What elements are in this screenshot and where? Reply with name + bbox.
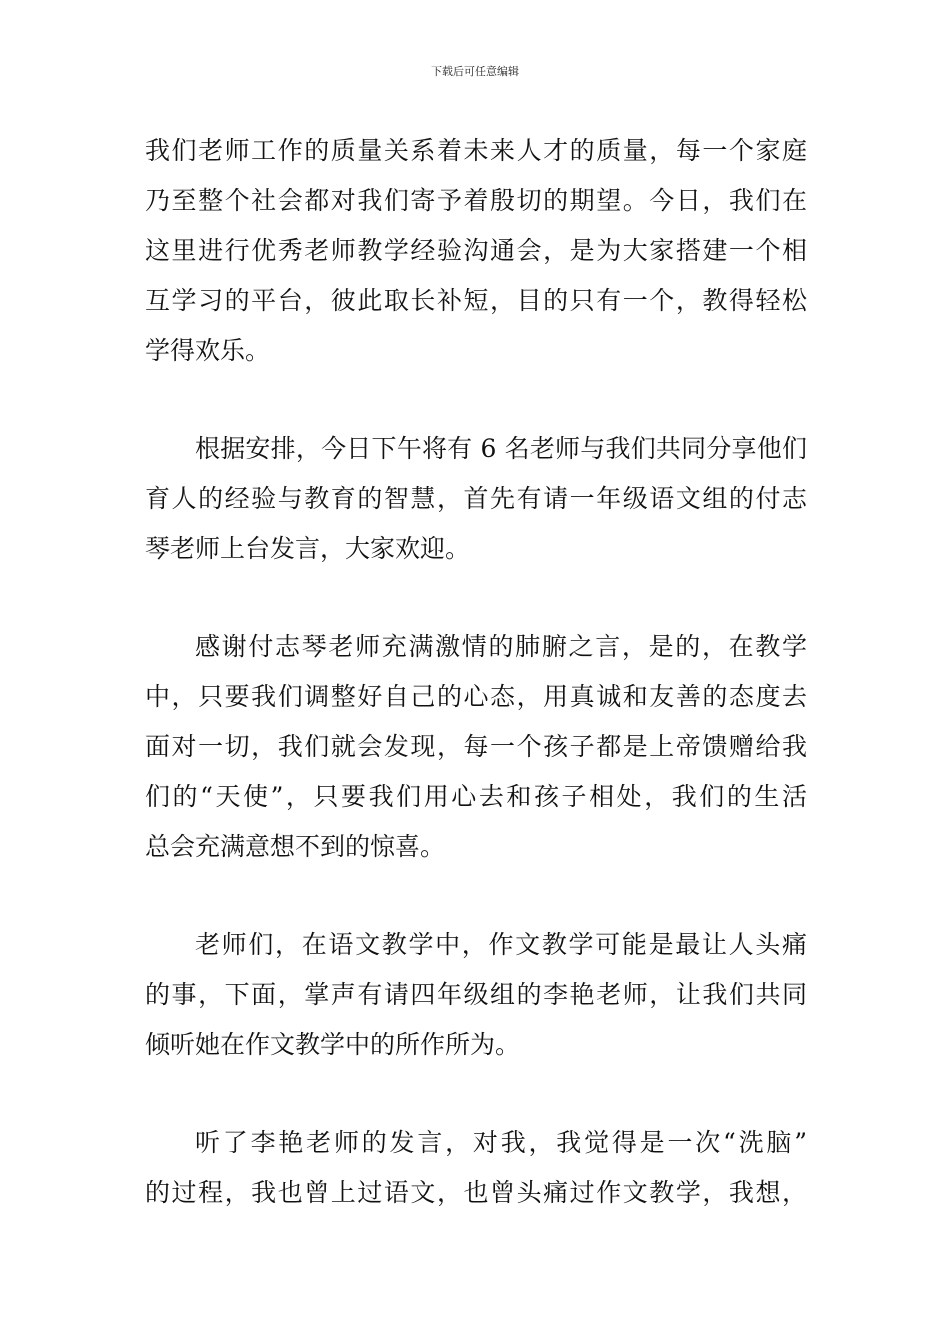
paragraph-2	[145, 424, 807, 574]
text-line: 互学习的平台，彼此取长补短，目的只有一个，教得轻松	[145, 286, 807, 315]
page-header: 下载后可任意编辑	[431, 65, 519, 78]
text-line: 乃至整个社会都对我们寄予着殷切的期望。今日，我们在	[145, 186, 807, 215]
text-line: 育人的经验与教育的智慧，首先有请一年级语文组的付志	[145, 484, 807, 513]
text-line: 中，只要我们调整好自己的心态，用真诚和友善的态度去	[145, 682, 807, 711]
paragraph-4	[145, 920, 807, 1070]
text-line: 老师们，在语文教学中，作文教学可能是最让人头痛	[195, 930, 807, 959]
text-line: 面对一切，我们就会发现，每一个孩子都是上帝馈赠给我	[145, 732, 807, 761]
text-line: 听了李艳老师的发言，对我，我觉得是一次“洗脑”	[195, 1128, 807, 1157]
paragraph-3	[145, 622, 807, 872]
text-line: 的过程，我也曾上过语文，也曾头痛过作文教学，我想，	[145, 1178, 807, 1207]
text-line: 感谢付志琴老师充满激情的肺腑之言，是的，在教学	[195, 632, 807, 661]
text-line: 琴老师上台发言，大家欢迎。	[145, 534, 471, 563]
document-body	[145, 126, 807, 1266]
text-line: 总会充满意想不到的惊喜。	[145, 832, 446, 861]
text-line: 倾听她在作文教学中的所作所为。	[145, 1030, 521, 1059]
text-line: 学得欢乐。	[145, 336, 271, 365]
text-line: 这里进行优秀老师教学经验沟通会，是为大家搭建一个相	[145, 236, 807, 265]
paragraph-5	[145, 1118, 807, 1218]
text-line: 们的“天使”，只要我们用心去和孩子相处，我们的生活	[145, 782, 807, 811]
text-line: 根据安排，今日下午将有 6 名老师与我们共同分享他们	[195, 434, 807, 463]
text-line: 我们老师工作的质量关系着未来人才的质量，每一个家庭	[145, 136, 807, 165]
paragraph-1	[145, 126, 807, 376]
text-line: 的事，下面，掌声有请四年级组的李艳老师，让我们共同	[145, 980, 807, 1009]
